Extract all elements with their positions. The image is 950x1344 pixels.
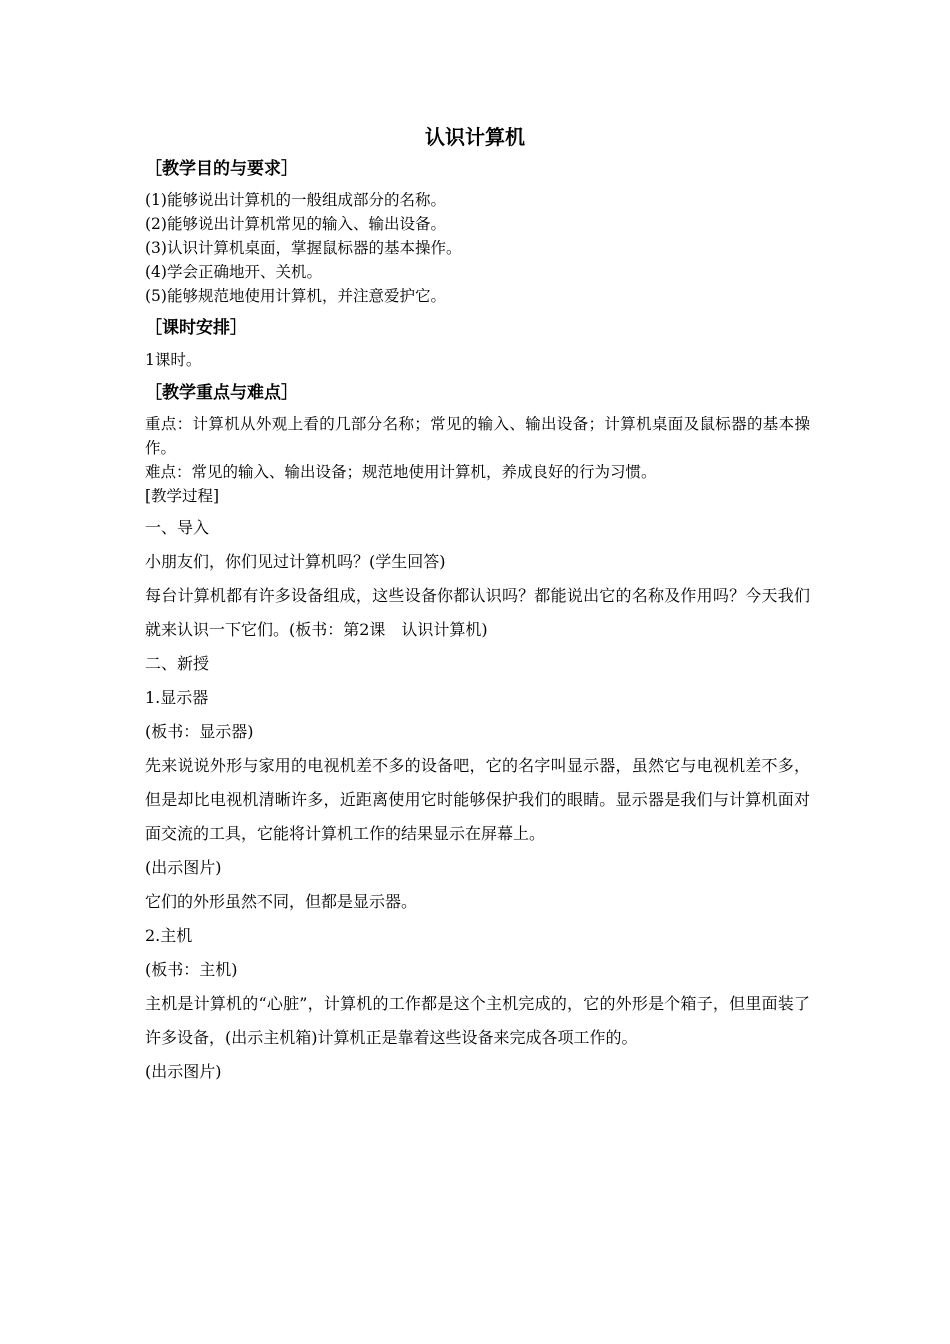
objectives-heading: ［教学目的与要求］ bbox=[145, 159, 298, 179]
list-item: (5)能够规范地使用计算机，并注意爱护它。 bbox=[145, 287, 446, 305]
paragraph: 小朋友们，你们见过计算机吗？(学生回答) bbox=[145, 552, 446, 571]
paragraph: 每台计算机都有许多设备组成，这些设备你都认识吗？都能说出它的名称及作用吗？今天我们就来认识一下它们。(板书：第2课 认识计算机) bbox=[145, 586, 810, 639]
paragraph: 先来说说外形与家用的电视机差不多的设备吧，它的名字叫显示器，虽然它与电视机差不多，但是却比电视机清晰许多，近距离使用它时能够保护我们的眼睛。显示器是我们与计算机面对面交流的工具，它能将计算机工作的结果显示在屏幕上。 bbox=[145, 756, 810, 843]
paragraph: (板书：主机) bbox=[145, 960, 238, 979]
list-item: (4)学会正确地开、关机。 bbox=[145, 263, 322, 281]
difficulty-text: 难点：常见的输入、输出设备；规范地使用计算机，养成良好的行为习惯。 bbox=[145, 463, 657, 481]
paragraph: 二、新授 bbox=[145, 654, 210, 673]
list-item: (3)认识计算机桌面，掌握鼠标器的基本操作。 bbox=[145, 239, 462, 257]
paragraph: 1.显示器 bbox=[145, 688, 209, 707]
paragraph: (板书：显示器) bbox=[145, 722, 254, 741]
paragraph: 它们的外形虽然不同，但都是显示器。 bbox=[145, 892, 418, 911]
paragraph: 2.主机 bbox=[145, 926, 193, 945]
list-item: (1)能够说出计算机的一般组成部分的名称。 bbox=[145, 191, 446, 209]
process-heading: [教学过程] bbox=[145, 487, 220, 505]
paragraph: 主机是计算机的“心脏”，计算机的工作都是这个主机完成的，它的外形是个箱子，但里面装了许多设备，(出示主机箱)计算机正是靠着这些设备来完成各项工作的。 bbox=[145, 994, 810, 1047]
paragraph: (出示图片) bbox=[145, 858, 222, 877]
document-title: 认识计算机 bbox=[425, 125, 525, 149]
key-point-text: 重点：计算机从外观上看的几部分名称；常见的输入、输出设备；计算机桌面及鼠标器的基本操作。 bbox=[145, 415, 810, 457]
process-body bbox=[145, 511, 810, 1089]
keypoints-heading: ［教学重点与难点］ bbox=[145, 383, 298, 403]
paragraph: (出示图片) bbox=[145, 1062, 222, 1081]
schedule-text: 1课时。 bbox=[145, 351, 202, 369]
schedule-heading: ［课时安排］ bbox=[145, 318, 247, 338]
paragraph: 一、导入 bbox=[145, 518, 210, 537]
objectives-list bbox=[145, 188, 810, 308]
list-item: (2)能够说出计算机常见的输入、输出设备。 bbox=[145, 215, 446, 233]
document-content bbox=[145, 157, 810, 1089]
